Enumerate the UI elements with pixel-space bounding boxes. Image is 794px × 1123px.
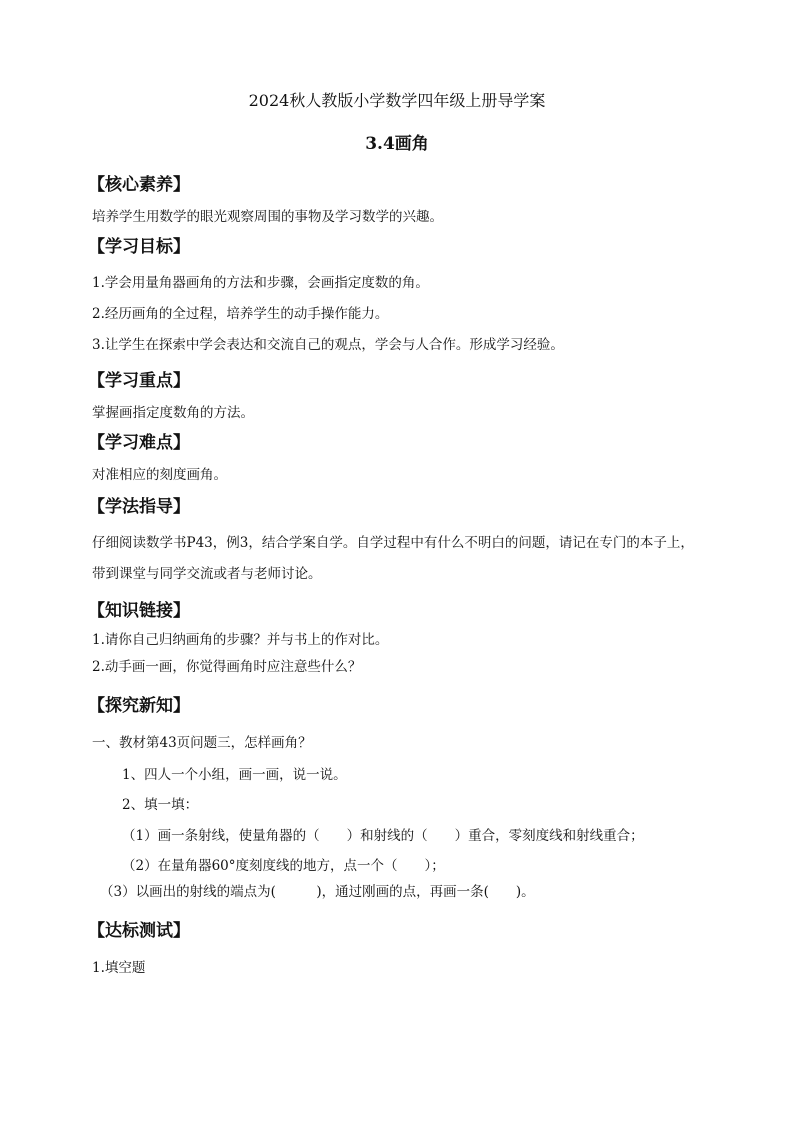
document-title: 2024秋人教版小学数学四年级上册导学案 — [248, 91, 546, 110]
explore-step-2: 2、填一填： — [122, 797, 199, 813]
core-literacy-text: 培养学生用数学的眼光观察周围的事物及学习数学的兴趣。 — [92, 209, 443, 225]
explore-question-1: 一、教材第43页问题三，怎样画角？ — [92, 735, 312, 751]
heading-core-literacy: 【核心素养】 — [88, 175, 190, 195]
assessment-item-1: 1.填空题 — [92, 960, 146, 976]
explore-step-1: 1、四人一个小组，画一画，说一说。 — [122, 767, 347, 783]
fill-blank-2: （2）在量角器60°度刻度线的地方，点一个（ ）； — [122, 858, 445, 874]
lesson-title: 3.4画角 — [365, 134, 429, 154]
key-points-text: 掌握画指定度数角的方法。 — [92, 405, 254, 421]
fill-blank-3: （3）以画出的射线的端点为( )，通过刚画的点，再画一条( )。 — [100, 884, 535, 900]
fill-blank-1: （1）画一条射线，使量角器的（ ）和射线的（ ）重合，零刻度线和射线重合； — [122, 828, 644, 844]
heading-explore: 【探究新知】 — [88, 696, 190, 716]
heading-key-points: 【学习重点】 — [88, 371, 190, 391]
heading-study-method: 【学法指导】 — [88, 497, 190, 517]
study-method-line-2: 带到课堂与同学交流或者与老师讨论。 — [92, 566, 322, 582]
knowledge-link-1: 1.请你自己归纳画角的步骤？并与书上的作对比。 — [92, 632, 389, 648]
goal-item-3: 3.让学生在探索中学会表达和交流自己的观点，学会与人合作。形成学习经验。 — [92, 337, 564, 353]
heading-difficulties: 【学习难点】 — [88, 433, 190, 453]
difficulties-text: 对准相应的刻度画角。 — [92, 467, 227, 483]
knowledge-link-2: 2.动手画一画，你觉得画角时应注意些什么？ — [92, 659, 362, 675]
goal-item-2: 2.经历画角的全过程，培养学生的动手操作能力。 — [92, 306, 389, 322]
goal-item-1: 1.学会用量角器画角的方法和步骤，会画指定度数的角。 — [92, 275, 429, 291]
study-method-line-1: 仔细阅读数学书P43，例3，结合学案自学。自学过程中有什么不明白的问题，请记在专门的本子上， — [92, 535, 694, 551]
heading-learning-goals: 【学习目标】 — [88, 237, 190, 257]
heading-assessment: 【达标测试】 — [88, 921, 190, 941]
heading-knowledge-links: 【知识链接】 — [88, 601, 190, 621]
